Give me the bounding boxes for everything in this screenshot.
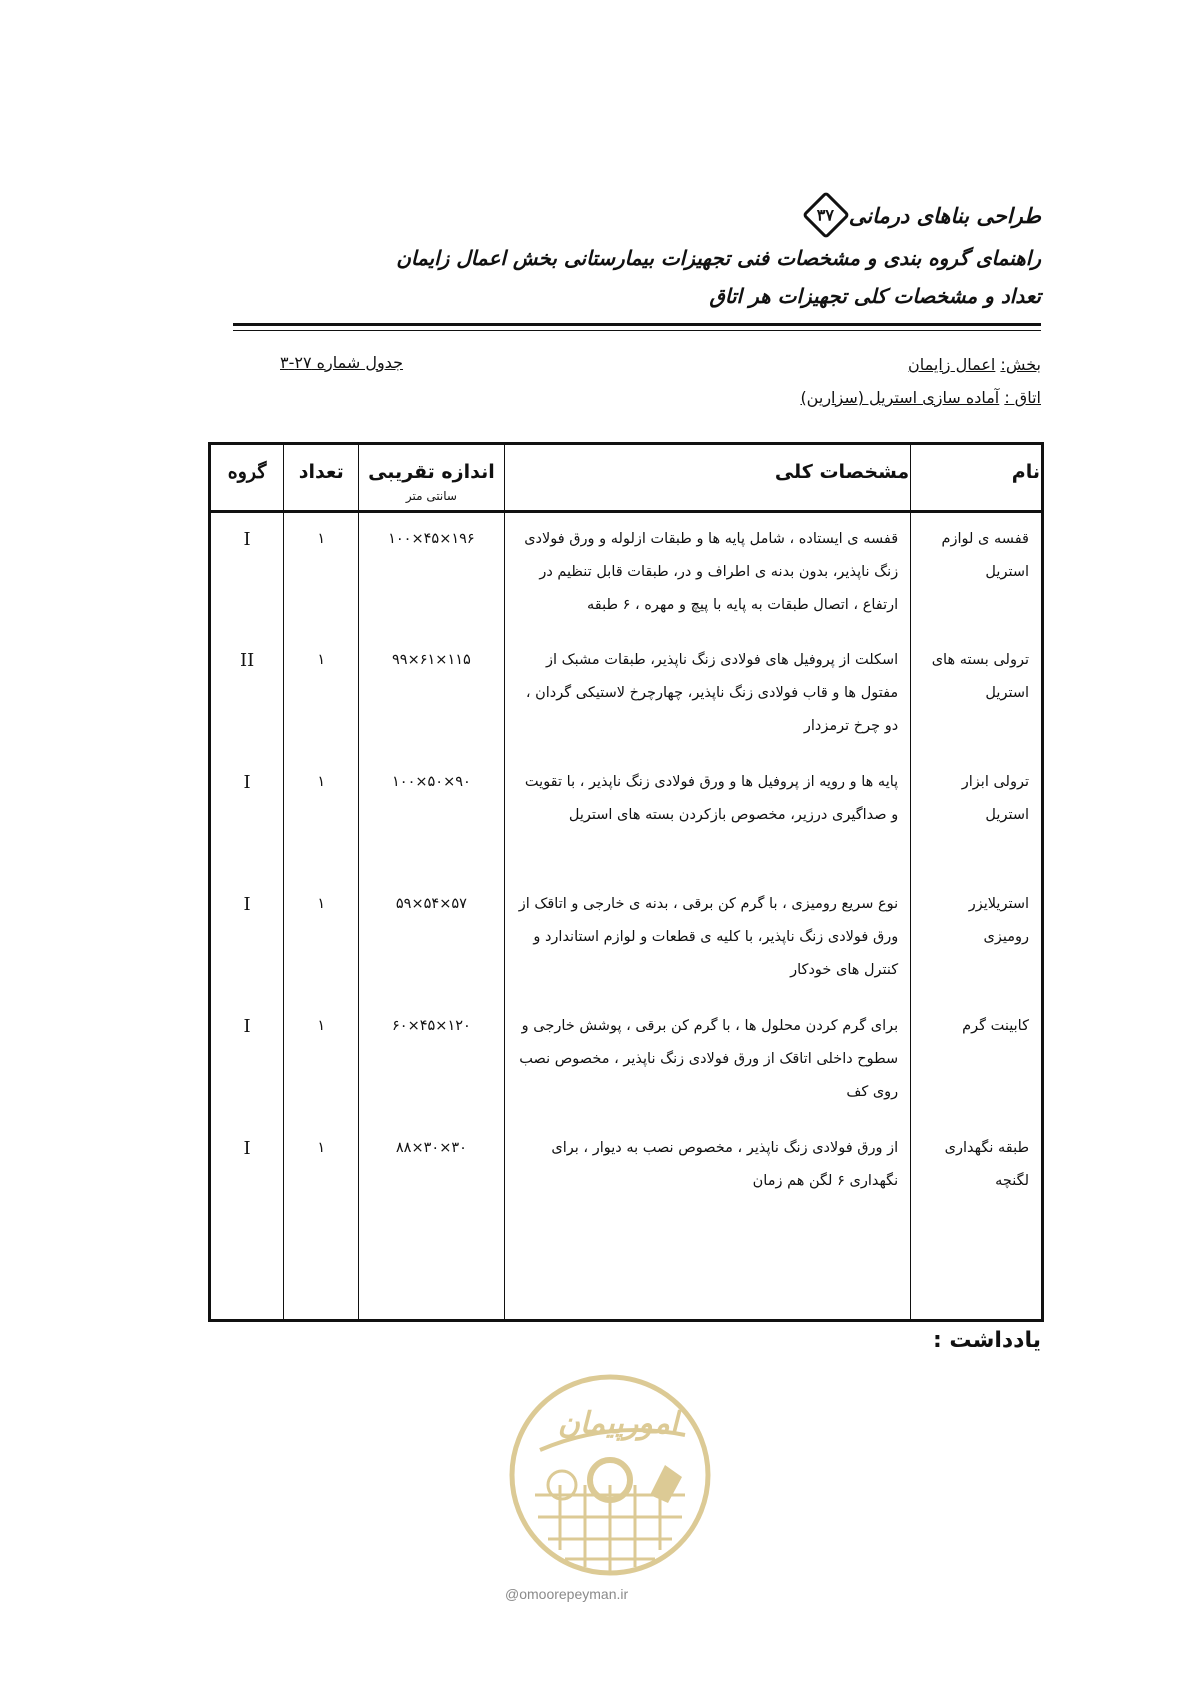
table-row bbox=[210, 1000, 1043, 1122]
cell-group: I bbox=[210, 756, 284, 878]
cell-qty: ۱ bbox=[284, 1122, 359, 1244]
cell-group: I bbox=[210, 1000, 284, 1122]
table-number: جدول شماره ۲۷-۳ bbox=[280, 353, 404, 372]
header-rule-thin bbox=[233, 330, 1041, 331]
cell-name: کابینت گرم bbox=[911, 1000, 1043, 1122]
header-size bbox=[359, 444, 504, 512]
empty-cell bbox=[210, 1244, 284, 1321]
cell-name: ترولی بسته های استریل bbox=[911, 634, 1043, 756]
title-line-1: طراحی بناهای درمانی bbox=[848, 202, 1041, 228]
watermark-logo bbox=[500, 1345, 720, 1605]
page-header bbox=[220, 198, 1041, 308]
cell-spec: برای گرم کردن محلول ها ، با گرم کن برقی ، پوشش خارجی و سطوح داخلی اتاقک از ورق فولادی زنگ ناپذیر ، مخصوص نصب روی کف bbox=[504, 1000, 911, 1122]
room-label: اتاق : bbox=[1004, 388, 1041, 407]
cell-name: قفسه ی لوازم استریل bbox=[911, 512, 1043, 634]
cell-size: ۱۰۰×۴۵×۱۹۶ bbox=[359, 512, 504, 634]
empty-cell bbox=[359, 1244, 504, 1321]
department-label: بخش: bbox=[1000, 355, 1041, 374]
equipment-table bbox=[208, 442, 1044, 1322]
cell-group: II bbox=[210, 634, 284, 756]
room-line bbox=[800, 388, 1041, 407]
cell-name: ترولی ابزار استریل bbox=[911, 756, 1043, 878]
cell-spec: اسکلت از پروفیل های فولادی زنگ ناپذیر، طبقات مشبک از مفتول ها و قاب فولادی زنگ ناپذیر، چهارچرخ لاستیکی گردان ، دو چرخ ترمزدار bbox=[504, 634, 911, 756]
empty-cell bbox=[504, 1244, 911, 1321]
department-value: اعمال زایمان bbox=[908, 355, 996, 374]
table-row bbox=[210, 1122, 1043, 1244]
cell-spec: پایه ها و رویه از پروفیل ها و ورق فولادی زنگ ناپذیر ، با تقویت و صداگیری درزیر، مخصوص بازکردن بسته های استریل bbox=[504, 756, 911, 878]
cell-spec: قفسه ی ایستاده ، شامل پایه ها و طبقات ازلوله و ورق فولادی زنگ ناپذیر، بدون بدنه ی اطراف و در، طبقات قابل تنظیم در ارتفاع ، اتصال طبقات به پایه با پیچ و مهره ، ۶ طبقه bbox=[504, 512, 911, 634]
cell-size: ۹۹×۶۱×۱۱۵ bbox=[359, 634, 504, 756]
table-row bbox=[210, 756, 1043, 878]
cell-qty: ۱ bbox=[284, 1000, 359, 1122]
header-size-label: اندازه تقریبی bbox=[368, 461, 495, 483]
chapter-badge bbox=[802, 191, 850, 239]
header-name: نام bbox=[911, 444, 1043, 512]
cell-size: ۸۸×۳۰×۳۰ bbox=[359, 1122, 504, 1244]
subtitle: راهنمای گروه بندی و مشخصات فنی تجهیزات بیمارستانی بخش اعمال زایمان bbox=[396, 246, 1041, 270]
cell-name: استریلایزر رومیزی bbox=[911, 878, 1043, 1000]
table-filler-row bbox=[210, 1244, 1043, 1321]
section-title: تعداد و مشخصات کلی تجهیزات هر اتاق bbox=[709, 284, 1041, 308]
header-qty: تعداد bbox=[284, 444, 359, 512]
department-line bbox=[908, 355, 1041, 374]
cell-group: I bbox=[210, 1122, 284, 1244]
cell-spec: از ورق فولادی زنگ ناپذیر ، مخصوص نصب به دیوار ، برای نگهداری ۶ لگن هم زمان bbox=[504, 1122, 911, 1244]
watermark-url: @omoorepeyman.ir bbox=[505, 1586, 629, 1602]
table-header-row bbox=[210, 444, 1043, 512]
room-value: آماده سازی استریل (سزارین) bbox=[800, 388, 1000, 407]
header-group: گروه bbox=[210, 444, 284, 512]
empty-cell bbox=[284, 1244, 359, 1321]
header-rule-thick bbox=[233, 323, 1041, 326]
cell-spec: نوع سریع رومیزی ، با گرم کن برقی ، بدنه ی خارجی و اتاقک از ورق فولادی زنگ ناپذیر، با کلیه ی قطعات و لوازم استاندارد و کنترل های خودکار bbox=[504, 878, 911, 1000]
cell-size: ۶۰×۴۵×۱۲۰ bbox=[359, 1000, 504, 1122]
header-size-unit: سانتی متر bbox=[405, 489, 457, 503]
cell-qty: ۱ bbox=[284, 512, 359, 634]
cell-name: طبقه نگهداری لگنچه bbox=[911, 1122, 1043, 1244]
cell-size: ۱۰۰×۵۰×۹۰ bbox=[359, 756, 504, 878]
page-title bbox=[220, 198, 1041, 232]
cell-qty: ۱ bbox=[284, 878, 359, 1000]
cell-size: ۵۹×۵۴×۵۷ bbox=[359, 878, 504, 1000]
excavator-icon bbox=[650, 1465, 682, 1503]
table-row bbox=[210, 512, 1043, 634]
cell-group: I bbox=[210, 512, 284, 634]
cell-qty: ۱ bbox=[284, 756, 359, 878]
watermark-logo-text: امورپیمان bbox=[557, 1406, 679, 1441]
chapter-number: ۳۷ bbox=[817, 205, 835, 225]
table-row bbox=[210, 634, 1043, 756]
cell-group: I bbox=[210, 878, 284, 1000]
table-row bbox=[210, 878, 1043, 1000]
header-spec: مشخصات کلی bbox=[504, 444, 911, 512]
cell-qty: ۱ bbox=[284, 634, 359, 756]
notes-label: یادداشت : bbox=[932, 1328, 1041, 1353]
empty-cell bbox=[911, 1244, 1043, 1321]
